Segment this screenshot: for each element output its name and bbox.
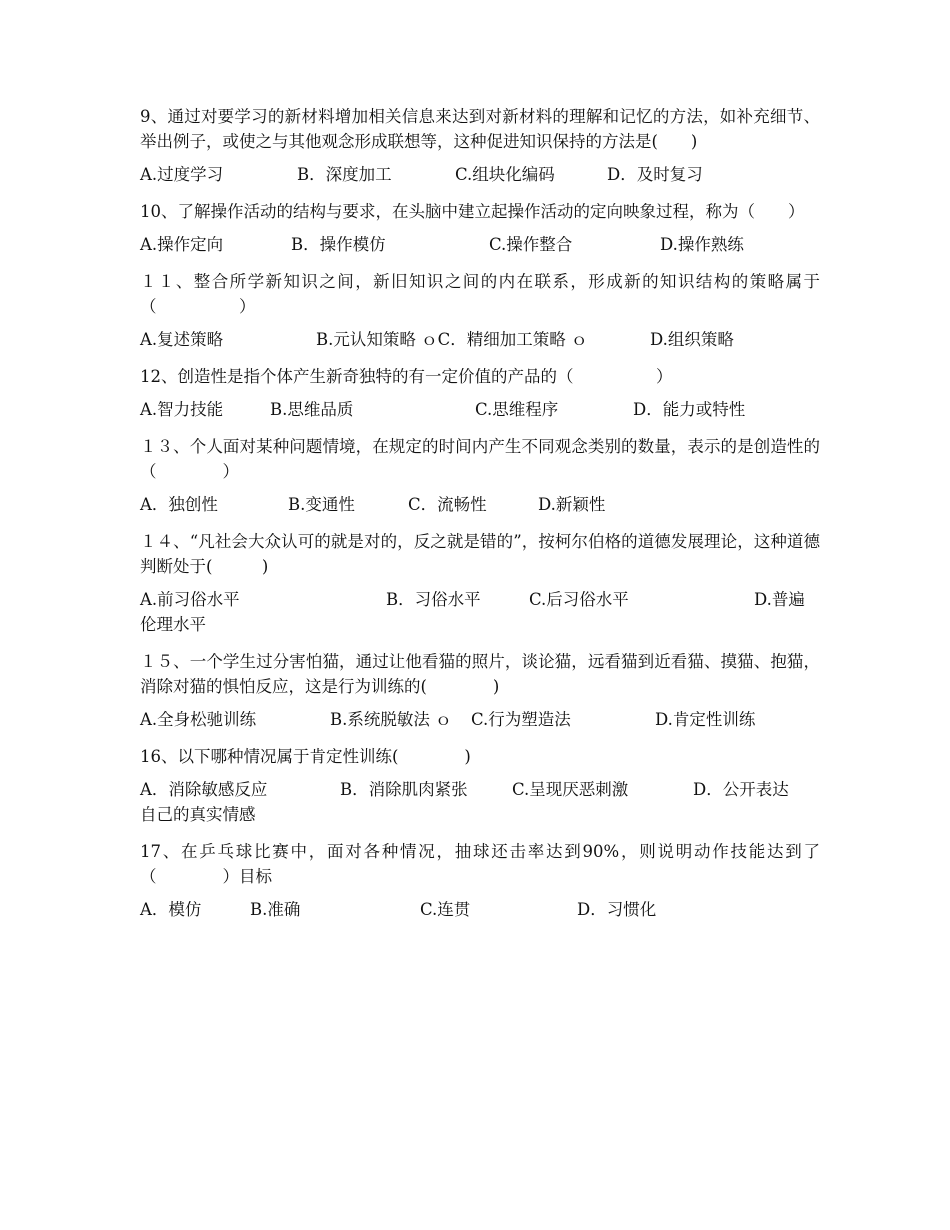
question-stem: 16、以下哪种情况属于肯定性训练( ) bbox=[140, 747, 471, 766]
option-b: B．消除肌肉紧张 bbox=[340, 780, 468, 799]
question-stem: 12、创造性是指个体产生新奇独特的有一定价值的产品的（ ） bbox=[140, 367, 673, 386]
option-b: B．深度加工 bbox=[297, 165, 392, 184]
option-d: D.新颖性 bbox=[538, 495, 606, 514]
option-row bbox=[140, 232, 820, 257]
question-stem: １４、“凡社会大众认可的就是对的，反之就是错的”，按柯尔伯格的道德发展理论，这种道德判断处于( ) bbox=[140, 532, 820, 576]
option-row bbox=[140, 327, 820, 352]
option-d-continued: 自己的真实情感 bbox=[140, 805, 256, 824]
option-d: D．习惯化 bbox=[577, 900, 657, 919]
option-d: D．公开表达 bbox=[693, 780, 789, 799]
option-d: D.肯定性训练 bbox=[655, 710, 756, 729]
option-c: C.行为塑造法 bbox=[471, 710, 571, 729]
question-stem: 17、在乒乓球比赛中，面对各种情况，抽球还击率达到90%，则说明动作技能达到了（ ）目标 bbox=[140, 842, 820, 886]
question-stem: １３、个人面对某种问题情境，在规定的时间内产生不同观念类别的数量，表示的是创造性的（ ） bbox=[140, 437, 820, 481]
option-a: A.前习俗水平 bbox=[140, 590, 240, 609]
option-b: B.系统脱敏法 ｏ bbox=[330, 710, 452, 729]
option-row bbox=[140, 397, 820, 422]
option-row bbox=[140, 162, 820, 187]
option-row bbox=[140, 587, 820, 637]
option-a: A.全身松驰训练 bbox=[140, 710, 257, 729]
option-a: A.过度学习 bbox=[140, 165, 224, 184]
document-page bbox=[140, 104, 820, 922]
option-row bbox=[140, 897, 820, 922]
question-stem: 10、了解操作活动的结构与要求，在头脑中建立起操作活动的定向映象过程，称为（ ） bbox=[140, 202, 805, 221]
option-d-continued: 伦理水平 bbox=[140, 615, 206, 634]
option-d: D．能力或特性 bbox=[633, 400, 746, 419]
option-c: C.连贯 bbox=[420, 900, 471, 919]
option-row bbox=[140, 707, 820, 732]
question-stem: 9、通过对要学习的新材料增加相关信息来达到对新材料的理解和记忆的方法，如补充细节、举出例子，或使之与其他观念形成联想等，这种促进知识保持的方法是( ) bbox=[140, 107, 820, 151]
option-a: A．独创性 bbox=[140, 495, 218, 514]
option-d: D.组织策略 bbox=[650, 330, 734, 349]
option-c: C.操作整合 bbox=[489, 235, 573, 254]
option-b-c: B.元认知策略 ｏC．精细加工策略 ｏ bbox=[316, 330, 588, 349]
option-a: A.复述策略 bbox=[140, 330, 224, 349]
question-stem: １５、一个学生过分害怕猫，通过让他看猫的照片，谈论猫，远看猫到近看猫、摸猫、抱猫，消除对猫的惧怕反应，这是行为训练的( ) bbox=[140, 652, 820, 696]
option-row bbox=[140, 492, 820, 517]
option-d: D.普遍 bbox=[754, 590, 805, 609]
option-a: A．模仿 bbox=[140, 900, 202, 919]
option-b: B.思维品质 bbox=[270, 400, 354, 419]
option-a: A．消除敏感反应 bbox=[140, 780, 268, 799]
option-c: C.组块化编码 bbox=[455, 165, 555, 184]
option-c: C.思维程序 bbox=[475, 400, 559, 419]
option-a: A.智力技能 bbox=[140, 400, 224, 419]
option-b: B．操作模仿 bbox=[291, 235, 386, 254]
option-b: B．习俗水平 bbox=[386, 590, 481, 609]
option-b: B.准确 bbox=[250, 900, 301, 919]
option-b: B.变通性 bbox=[288, 495, 355, 514]
option-c: C．流畅性 bbox=[408, 495, 487, 514]
question-stem: １１、整合所学新知识之间，新旧知识之间的内在联系，形成新的知识结构的策略属于（ ） bbox=[140, 272, 820, 316]
option-a: A.操作定向 bbox=[140, 235, 224, 254]
option-c: C.呈现厌恶刺激 bbox=[512, 780, 629, 799]
option-d: D．及时复习 bbox=[607, 165, 703, 184]
option-c: C.后习俗水平 bbox=[529, 590, 629, 609]
option-row bbox=[140, 777, 820, 827]
option-d: D.操作熟练 bbox=[660, 235, 744, 254]
